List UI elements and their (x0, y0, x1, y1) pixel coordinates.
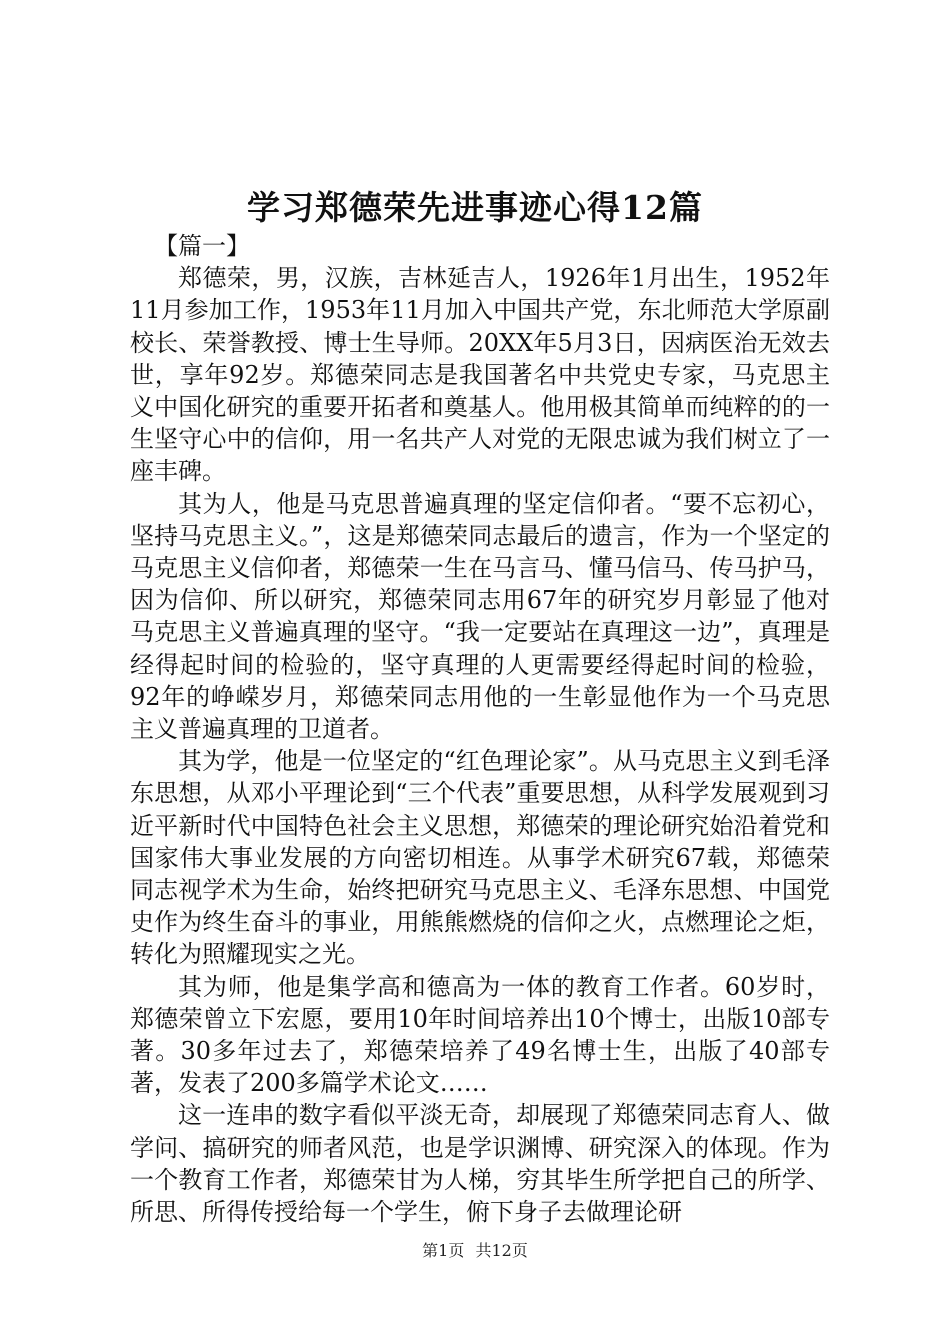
paragraph-5: 这一连串的数字看似平淡无奇，却展现了郑德荣同志育人、做学问、搞研究的师者风范，也是学识渊博、研究深入的体现。作为一个教育工作者，郑德荣甘为人梯，穷其毕生所学把自己的所学、所思、所得传授给每一个学生，俯下身子去做理论研 (130, 1101, 830, 1227)
document-title: 学习郑德荣先进事迹心得12篇 (247, 188, 703, 227)
paragraph-1: 郑德荣，男，汉族，吉林延吉人，1926年1月出生，1952年11月参加工作，1953年11月加入中国共产党，东北师范大学原副校长、荣誉教授、博士生导师。20XX年5月3日，因病医治无效去世，享年92岁。郑德荣同志是我国著名中共党史专家，马克思主义中国化研究的重要开拓者和奠基人。他用极其简单而纯粹的的一生坚守心中的信仰，用一名共产人对党的无限忠诚为我们树立了一座丰碑。 (130, 264, 830, 486)
page-number-current: 第1页 (422, 1241, 465, 1260)
paragraph-3: 其为学，他是一位坚定的“红色理论家”。从马克思主义到毛泽东思想，从邓小平理论到“三个代表”重要思想，从科学发展观到习近平新时代中国特色社会主义思想，郑德荣的理论研究始沿着党和国家伟大事业发展的方向密切相连。从事学术研究67载，郑德荣同志视学术为生命，始终把研究马克思主义、毛泽东思想、中国党史作为终生奋斗的事业，用熊熊燃烧的信仰之火，点燃理论之炬，转化为照耀现实之光。 (130, 747, 830, 969)
paragraph-2: 其为人，他是马克思普遍真理的坚定信仰者。“要不忘初心，坚持马克思主义。”，这是郑德荣同志最后的遗言，作为一个坚定的马克思主义信仰者，郑德荣一生在马言马、懂马信马、传马护马，因为信仰、所以研究，郑德荣同志用67年的研究岁月彰显了他对马克思主义普遍真理的坚守。“我一定要站在真理这一边”，真理是经得起时间的检验的，坚守真理的人更需要经得起时间的检验，92年的峥嵘岁月，郑德荣同志用他的一生彰显他作为一个马克思主义普遍真理的卫道者。 (130, 489, 830, 744)
page-footer (0, 1240, 950, 1262)
page-number-total: 共12页 (475, 1241, 528, 1260)
document-body (130, 230, 830, 1228)
section-label: 【篇一】 (154, 232, 250, 260)
paragraph-4: 其为师，他是集学高和德高为一体的教育工作者。60岁时，郑德荣曾立下宏愿，要用10年时间培养出10个博士，出版10部专著。30多年过去了，郑德荣培养了49名博士生，出版了40部专著，发表了200多篇学术论文…… (130, 972, 830, 1098)
